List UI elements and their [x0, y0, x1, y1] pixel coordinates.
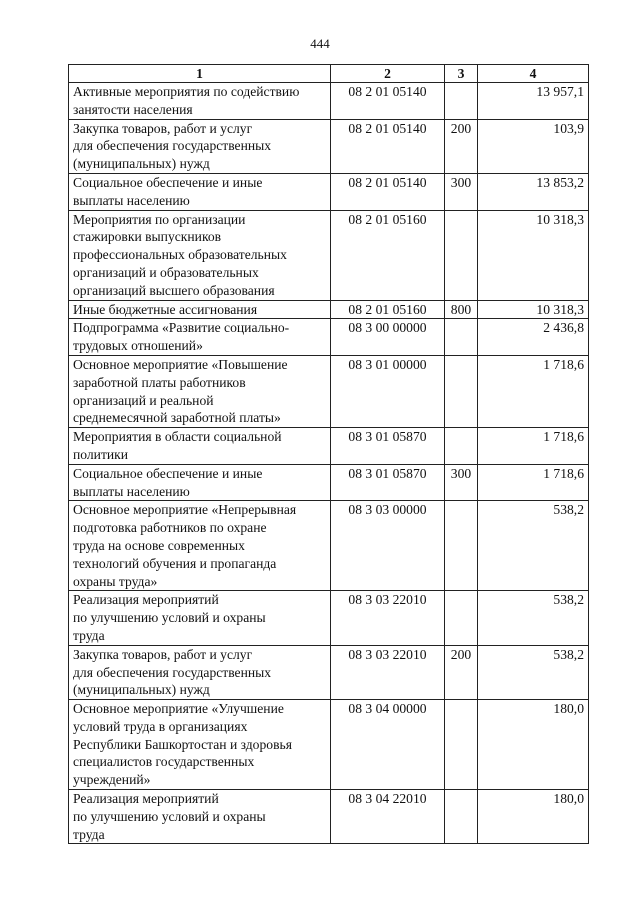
- row-code-cell: 08 3 04 00000: [331, 700, 445, 790]
- table-row: [69, 645, 589, 699]
- row-amount-cell: 538,2: [478, 591, 589, 645]
- row-code-cell: 08 2 01 05140: [331, 119, 445, 173]
- row-type-cell: [445, 790, 478, 844]
- header-col-3: 3: [445, 65, 478, 83]
- row-name-cell: Основное мероприятие «Непрерывная подготовка работников по охране труда на основе современных технологий обучения и пропаганда охраны труда»: [69, 501, 331, 591]
- row-type-cell: [445, 210, 478, 300]
- table-row: [69, 591, 589, 645]
- row-name-cell: Закупка товаров, работ и услуг для обеспечения государственных (муниципальных) нужд: [69, 645, 331, 699]
- table-row: [69, 355, 589, 427]
- row-amount-cell: 180,0: [478, 700, 589, 790]
- row-code-cell: 08 3 03 00000: [331, 501, 445, 591]
- row-name-cell: Мероприятия в области социальной политики: [69, 428, 331, 465]
- row-code-cell: 08 2 01 05140: [331, 173, 445, 210]
- row-name-cell: Социальное обеспечение и иные выплаты населению: [69, 464, 331, 501]
- row-type-cell: 200: [445, 645, 478, 699]
- row-name-cell: Активные мероприятия по содействию занятости населения: [69, 83, 331, 120]
- row-name-cell: Мероприятия по организации стажировки выпускников профессиональных образовательных организаций и образовательных организаций высшего образования: [69, 210, 331, 300]
- table-row: [69, 210, 589, 300]
- row-name-cell: Основное мероприятие «Улучшение условий труда в организациях Республики Башкортостан и здоровья специалистов государственных учреждений»: [69, 700, 331, 790]
- row-name-cell: Иные бюджетные ассигнования: [69, 300, 331, 319]
- row-code-cell: 08 2 01 05160: [331, 210, 445, 300]
- row-name-cell: Реализация мероприятий по улучшению условий и охраны труда: [69, 790, 331, 844]
- row-name-cell: Основное мероприятие «Повышение заработной платы работников организаций и реальной среднемесячной заработной платы»: [69, 355, 331, 427]
- row-type-cell: [445, 700, 478, 790]
- table-header-row: [69, 65, 589, 83]
- row-type-cell: [445, 428, 478, 465]
- table-row: [69, 319, 589, 356]
- row-type-cell: [445, 591, 478, 645]
- row-code-cell: 08 3 03 22010: [331, 591, 445, 645]
- table-row: [69, 300, 589, 319]
- row-type-cell: 300: [445, 173, 478, 210]
- row-amount-cell: 1 718,6: [478, 464, 589, 501]
- row-code-cell: 08 3 01 05870: [331, 428, 445, 465]
- row-amount-cell: 538,2: [478, 645, 589, 699]
- table-row: [69, 501, 589, 591]
- table-row: [69, 700, 589, 790]
- row-type-cell: 800: [445, 300, 478, 319]
- row-code-cell: 08 3 01 05870: [331, 464, 445, 501]
- table-row: [69, 83, 589, 120]
- table-row: [69, 119, 589, 173]
- row-code-cell: 08 3 01 00000: [331, 355, 445, 427]
- header-col-2: 2: [331, 65, 445, 83]
- row-code-cell: 08 2 01 05140: [331, 83, 445, 120]
- row-type-cell: [445, 319, 478, 356]
- row-type-cell: 300: [445, 464, 478, 501]
- table-row: [69, 464, 589, 501]
- row-amount-cell: 1 718,6: [478, 428, 589, 465]
- row-name-cell: Подпрограмма «Развитие социально- трудовых отношений»: [69, 319, 331, 356]
- table-body: [69, 83, 589, 844]
- budget-table: [68, 64, 589, 844]
- header-col-4: 4: [478, 65, 589, 83]
- row-name-cell: Социальное обеспечение и иные выплаты населению: [69, 173, 331, 210]
- row-type-cell: [445, 355, 478, 427]
- row-type-cell: [445, 501, 478, 591]
- row-code-cell: 08 3 00 00000: [331, 319, 445, 356]
- row-code-cell: 08 2 01 05160: [331, 300, 445, 319]
- row-code-cell: 08 3 04 22010: [331, 790, 445, 844]
- row-amount-cell: 13 957,1: [478, 83, 589, 120]
- table-row: [69, 173, 589, 210]
- table-row: [69, 790, 589, 844]
- row-type-cell: 200: [445, 119, 478, 173]
- row-code-cell: 08 3 03 22010: [331, 645, 445, 699]
- row-name-cell: Закупка товаров, работ и услуг для обеспечения государственных (муниципальных) нужд: [69, 119, 331, 173]
- row-name-cell: Реализация мероприятий по улучшению условий и охраны труда: [69, 591, 331, 645]
- row-amount-cell: 2 436,8: [478, 319, 589, 356]
- table-row: [69, 428, 589, 465]
- row-amount-cell: 10 318,3: [478, 300, 589, 319]
- row-amount-cell: 10 318,3: [478, 210, 589, 300]
- header-col-1: 1: [69, 65, 331, 83]
- page-number: 444: [310, 36, 330, 51]
- row-amount-cell: 13 853,2: [478, 173, 589, 210]
- row-amount-cell: 103,9: [478, 119, 589, 173]
- row-amount-cell: 538,2: [478, 501, 589, 591]
- row-amount-cell: 1 718,6: [478, 355, 589, 427]
- row-type-cell: [445, 83, 478, 120]
- row-amount-cell: 180,0: [478, 790, 589, 844]
